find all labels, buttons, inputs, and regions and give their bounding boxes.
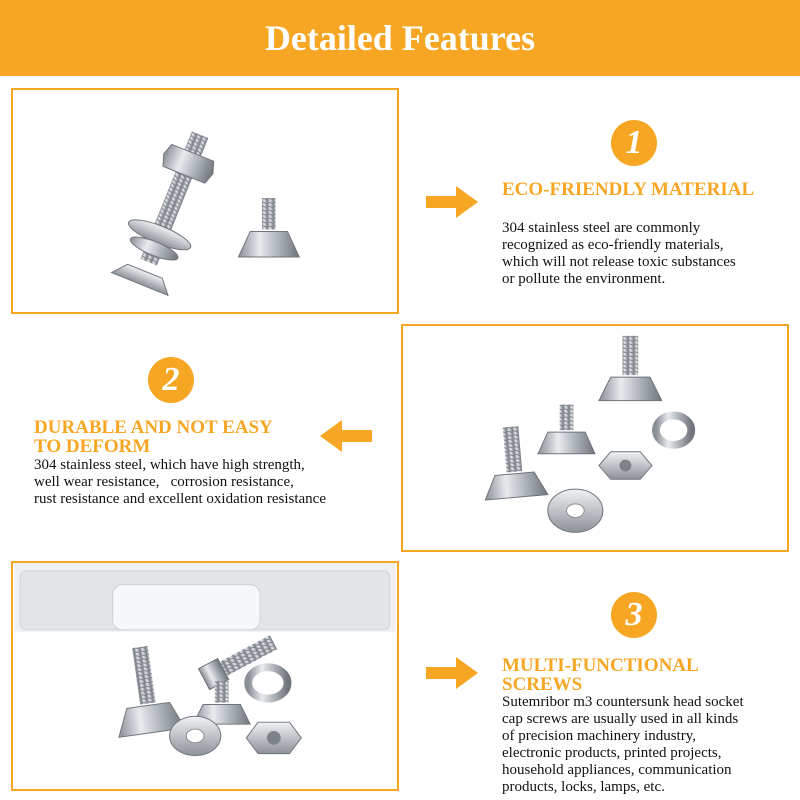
page-title: Detailed Features: [264, 18, 536, 58]
product-photo-parts: [401, 324, 789, 552]
parts-illustration: [403, 326, 787, 550]
feature-number-badge: 2: [148, 357, 194, 403]
countersunk-screw-long: [483, 471, 548, 500]
spring-washer: [248, 667, 287, 698]
kit-box-illustration: [13, 563, 397, 789]
product-photo-kit-box: [11, 561, 399, 791]
title-line: MULTI-FUNCTIONAL: [502, 655, 699, 676]
feature-description: [502, 694, 792, 796]
countersunk-screw: [238, 231, 299, 257]
arrow-right-icon: [426, 657, 478, 689]
feature-description: [34, 457, 394, 508]
countersunk-screw: [599, 377, 662, 401]
feature-number-badge: 3: [611, 592, 657, 638]
description-line: or pollute the environment.: [502, 271, 666, 287]
title-line: TO DEFORM: [34, 436, 151, 457]
feature-title: [34, 418, 334, 456]
description-line: 304 stainless steel are commonly: [502, 220, 701, 236]
description-line: recognized as eco-friendly materials,: [502, 237, 724, 253]
title-line: SCREWS: [502, 674, 583, 695]
description-line: Sutemribor m3 countersunk head socket: [502, 694, 744, 710]
description-line: electronic products, printed projects,: [502, 745, 722, 761]
description-line: 304 stainless steel, which have high strength,: [34, 457, 305, 473]
description-line: well wear resistance, corrosion resistance,: [34, 474, 294, 490]
description-line: which will not release toxic substances: [502, 254, 736, 270]
feature-title: [502, 656, 782, 694]
title-line: DURABLE AND NOT EASY: [34, 417, 273, 438]
description-line: of precision machinery industry,: [502, 728, 696, 744]
feature-title: ECO-FRIENDLY MATERIAL: [502, 179, 755, 200]
description-line: cap screws are usually used in all kinds: [502, 711, 739, 727]
countersunk-screw-small: [538, 432, 595, 454]
arrow-right-icon: [426, 186, 478, 218]
description-line: household appliances, communication: [502, 762, 732, 778]
countersunk-head: [112, 260, 174, 296]
feature-description: [502, 220, 792, 288]
product-photo-bolt-assembly: [11, 88, 399, 314]
feature-number-badge: 1: [611, 120, 657, 166]
description-line: rust resistance and excellent oxidation resistance: [34, 491, 326, 507]
bolt-assembly-illustration: [13, 90, 397, 312]
spring-washer: [656, 415, 691, 444]
description-line: products, locks, lamps, etc.: [502, 779, 665, 795]
header-banner: [0, 0, 800, 76]
